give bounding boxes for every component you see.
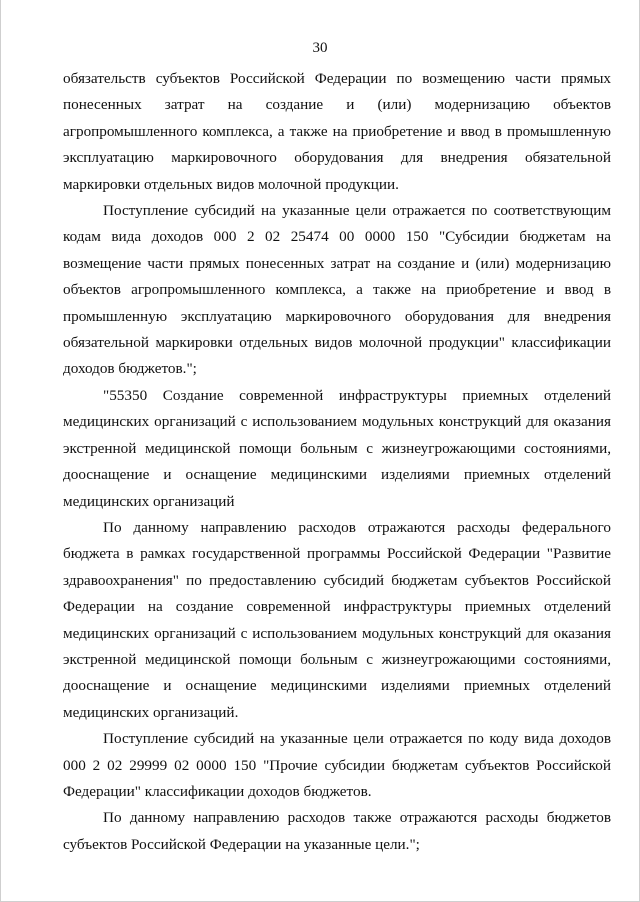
paragraph-expenses-description: По данному направлению расходов отражаются расходы федерального бюджета в рамках государственной программы Российской Федерации "Развитие здравоохранения" по предоставлению субсидий бюджетам субъектов Российской Федерации на создание современной инфраструктуры приемных отделений медицинских организаций с использованием модульных конструкций для оказания экстренной медицинской помощи больным с жизнеугрожающими состояниями, дооснащение и оснащение медицинскими изделиями приемных отделений медицинских организаций. (63, 518, 611, 721)
paragraph-regional-expenses: По данному направлению расходов также отражаются расходы бюджетов субъектов Российской Федерации на указанные цели."; (63, 809, 611, 853)
paragraph-income-code-other-subsidies: Поступление субсидий на указанные цели отражается по коду вида доходов 000 2 02 29999 02 0000 150 "Прочие субсидии бюджетам субъектов Российской Федерации" классификации доходов бюджетов. (63, 730, 611, 800)
paragraph-code-55350-heading: "55350 Создание современной инфраструктуры приемных отделений медицинских организаций с использованием модульных конструкций для оказания экстренной медицинской помощи больным с жизнеугрожающими состояниями, дооснащение и оснащение медицинскими изделиями приемных отделений медицинских организаций (63, 386, 611, 510)
document-body (63, 66, 611, 858)
paragraph-continuation: обязательств субъектов Российской Федерации по возмещению части прямых понесенных затрат на создание и (или) модернизацию объектов агропромышленного комплекса, а также на приобретение и ввод в промышленную эксплуатацию маркировочного оборудования для внедрения обязательной маркировки отдельных видов молочной продукции. (63, 70, 611, 193)
paragraph-income-codes-agro: Поступление субсидий на указанные цели отражается по соответствующим кодам вида доходов 000 2 02 25474 00 0000 150 "Субсидии бюджетам на возмещение части прямых понесенных затрат на создание и (или) модернизацию объектов агропромышленного комплекса, а также на приобретение и ввод в промышленную эксплуатацию маркировочного оборудования для внедрения обязательной маркировки отдельных видов молочной продукции" классификации доходов бюджетов."; (63, 202, 611, 378)
page-number: 30 (312, 40, 328, 56)
